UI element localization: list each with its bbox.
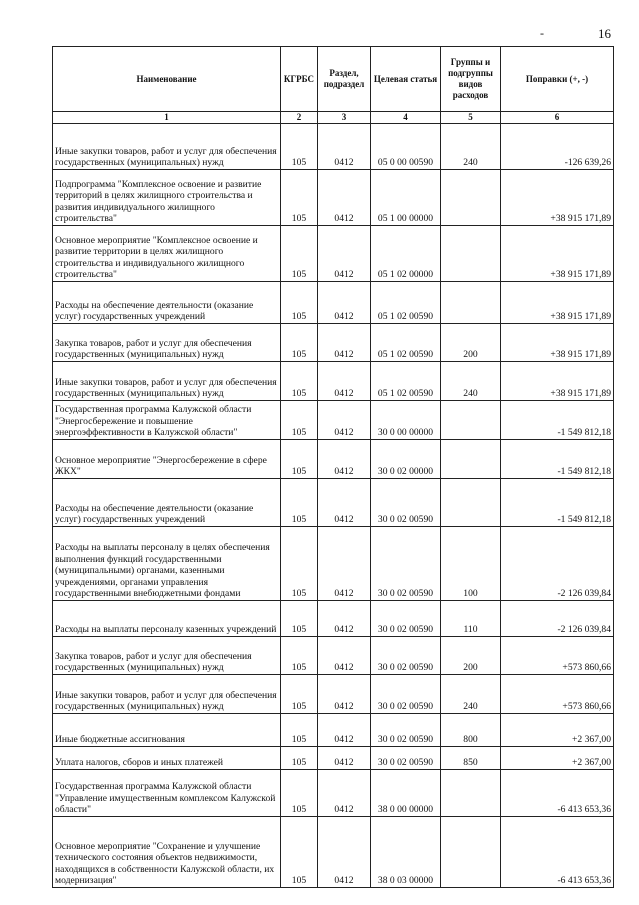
row-name: Расходы на выплаты персоналу казенных учреждений [53,601,281,637]
row-kgrbs: 105 [281,440,318,479]
table-row [53,770,614,817]
page-mark: - [540,26,544,40]
header-kgrbs: КГРБС [281,47,318,112]
row-target-article: 30 0 02 00590 [371,601,441,637]
row-section: 0412 [318,675,371,714]
row-name: Уплата налогов, сборов и иных платежей [53,747,281,770]
row-name: Государственная программа Калужской области "Энергосбережение и повышение энергоэффективности в Калужской области" [53,401,281,440]
row-expense-group [441,770,501,817]
row-kgrbs: 105 [281,401,318,440]
header-expense-groups: Группы и подгруппы видов расходов [441,47,501,112]
row-target-article: 05 1 02 00590 [371,282,441,324]
column-number: 2 [281,112,318,124]
row-name: Иные бюджетные ассигнования [53,714,281,747]
row-amount: +38 915 171,89 [501,324,614,362]
row-amount: +38 915 171,89 [501,282,614,324]
row-target-article: 30 0 02 00590 [371,675,441,714]
row-target-article: 30 0 02 00590 [371,714,441,747]
row-kgrbs: 105 [281,282,318,324]
column-number: 1 [53,112,281,124]
row-section: 0412 [318,527,371,601]
page-number: 16 [598,26,611,41]
row-target-article: 30 0 02 00590 [371,479,441,527]
row-target-article: 30 0 00 00000 [371,401,441,440]
row-amount: -126 639,26 [501,124,614,170]
row-target-article: 05 1 02 00590 [371,324,441,362]
header-name: Наименование [53,47,281,112]
row-amount: -2 126 039,84 [501,601,614,637]
row-target-article: 30 0 02 00590 [371,527,441,601]
row-section: 0412 [318,440,371,479]
row-kgrbs: 105 [281,226,318,282]
header-row [53,47,614,112]
row-kgrbs: 105 [281,362,318,401]
column-number: 3 [318,112,371,124]
row-name: Государственная программа Калужской области "Управление имущественным комплексом Калужской области" [53,770,281,817]
row-section: 0412 [318,817,371,888]
row-kgrbs: 105 [281,527,318,601]
row-expense-group: 110 [441,601,501,637]
row-kgrbs: 105 [281,817,318,888]
row-expense-group: 240 [441,675,501,714]
row-name: Основное мероприятие "Энергосбережение в сфере ЖКХ" [53,440,281,479]
row-name: Иные закупки товаров, работ и услуг для обеспечения государственных (муниципальных) нужд [53,362,281,401]
row-target-article: 30 0 02 00590 [371,637,441,675]
row-expense-group: 850 [441,747,501,770]
row-section: 0412 [318,714,371,747]
row-section: 0412 [318,170,371,226]
row-amount: -1 549 812,18 [501,440,614,479]
table-row [53,479,614,527]
row-expense-group [441,226,501,282]
row-amount: +573 860,66 [501,637,614,675]
table-row [53,324,614,362]
row-section: 0412 [318,637,371,675]
row-kgrbs: 105 [281,324,318,362]
row-amount: -2 126 039,84 [501,527,614,601]
row-amount: -6 413 653,36 [501,770,614,817]
row-section: 0412 [318,362,371,401]
row-kgrbs: 105 [281,479,318,527]
row-section: 0412 [318,401,371,440]
row-target-article: 38 0 03 00000 [371,817,441,888]
row-name: Закупка товаров, работ и услуг для обеспечения государственных (муниципальных) нужд [53,324,281,362]
row-section: 0412 [318,747,371,770]
row-section: 0412 [318,282,371,324]
row-name: Расходы на выплаты персоналу в целях обеспечения выполнения функций государственными (муниципальными) органами, казенными учреждениями, органами управления государственными внебюджетными фондами [53,527,281,601]
row-name: Расходы на обеспечение деятельности (оказание услуг) государственных учреждений [53,479,281,527]
row-expense-group [441,282,501,324]
row-kgrbs: 105 [281,124,318,170]
table-row [53,282,614,324]
table-row [53,124,614,170]
row-expense-group [441,170,501,226]
row-name: Иные закупки товаров, работ и услуг для обеспечения государственных (муниципальных) нужд [53,124,281,170]
table-row [53,440,614,479]
row-kgrbs: 105 [281,637,318,675]
header-target-article: Целевая статья [371,47,441,112]
row-target-article: 38 0 00 00000 [371,770,441,817]
row-kgrbs: 105 [281,770,318,817]
row-expense-group [441,817,501,888]
column-number: 4 [371,112,441,124]
row-target-article: 05 0 00 00590 [371,124,441,170]
row-name: Подпрограмма "Комплексное освоение и развитие территорий в целях жилищного строительства и развития индивидуального жилищного строительства" [53,170,281,226]
row-amount: +38 915 171,89 [501,170,614,226]
row-expense-group: 200 [441,637,501,675]
table-row [53,747,614,770]
row-expense-group: 800 [441,714,501,747]
row-expense-group: 200 [441,324,501,362]
header-section: Раздел, подраздел [318,47,371,112]
row-name: Основное мероприятие "Комплексное освоение и развитие территории в целях жилищного строительства и индивидуального жилищного строительства" [53,226,281,282]
row-amount: +38 915 171,89 [501,226,614,282]
row-kgrbs: 105 [281,170,318,226]
row-target-article: 30 0 02 00000 [371,440,441,479]
row-expense-group [441,440,501,479]
row-expense-group: 100 [441,527,501,601]
table-row [53,675,614,714]
table-row [53,527,614,601]
row-kgrbs: 105 [281,714,318,747]
row-section: 0412 [318,479,371,527]
row-target-article: 05 1 02 00590 [371,362,441,401]
table-row [53,601,614,637]
header-amendments: Поправки (+, -) [501,47,614,112]
row-amount: -1 549 812,18 [501,479,614,527]
table-row [53,226,614,282]
row-expense-group: 240 [441,124,501,170]
row-kgrbs: 105 [281,675,318,714]
row-section: 0412 [318,324,371,362]
row-name: Расходы на обеспечение деятельности (оказание услуг) государственных учреждений [53,282,281,324]
row-section: 0412 [318,601,371,637]
row-target-article: 05 1 00 00000 [371,170,441,226]
row-amount: +2 367,00 [501,747,614,770]
row-name: Закупка товаров, работ и услуг для обеспечения государственных (муниципальных) нужд [53,637,281,675]
row-expense-group [441,401,501,440]
column-number: 6 [501,112,614,124]
row-section: 0412 [318,124,371,170]
row-name: Основное мероприятие "Сохранение и улучшение технического состояния объектов недвижимости, находящихся в собственности Калужской области, их модернизация" [53,817,281,888]
row-expense-group: 240 [441,362,501,401]
table-row [53,817,614,888]
table-row [53,170,614,226]
row-kgrbs: 105 [281,601,318,637]
row-amount: +38 915 171,89 [501,362,614,401]
row-amount: +573 860,66 [501,675,614,714]
row-target-article: 30 0 02 00590 [371,747,441,770]
table-row [53,637,614,675]
row-target-article: 05 1 02 00000 [371,226,441,282]
table-row [53,362,614,401]
row-name: Иные закупки товаров, работ и услуг для обеспечения государственных (муниципальных) нужд [53,675,281,714]
budget-amendments-table [52,46,614,888]
row-expense-group [441,479,501,527]
row-section: 0412 [318,226,371,282]
row-section: 0412 [318,770,371,817]
row-amount: -1 549 812,18 [501,401,614,440]
table-row [53,401,614,440]
column-number: 5 [441,112,501,124]
table-row [53,714,614,747]
row-amount: -6 413 653,36 [501,817,614,888]
row-kgrbs: 105 [281,747,318,770]
row-amount: +2 367,00 [501,714,614,747]
column-number-row [53,112,614,124]
